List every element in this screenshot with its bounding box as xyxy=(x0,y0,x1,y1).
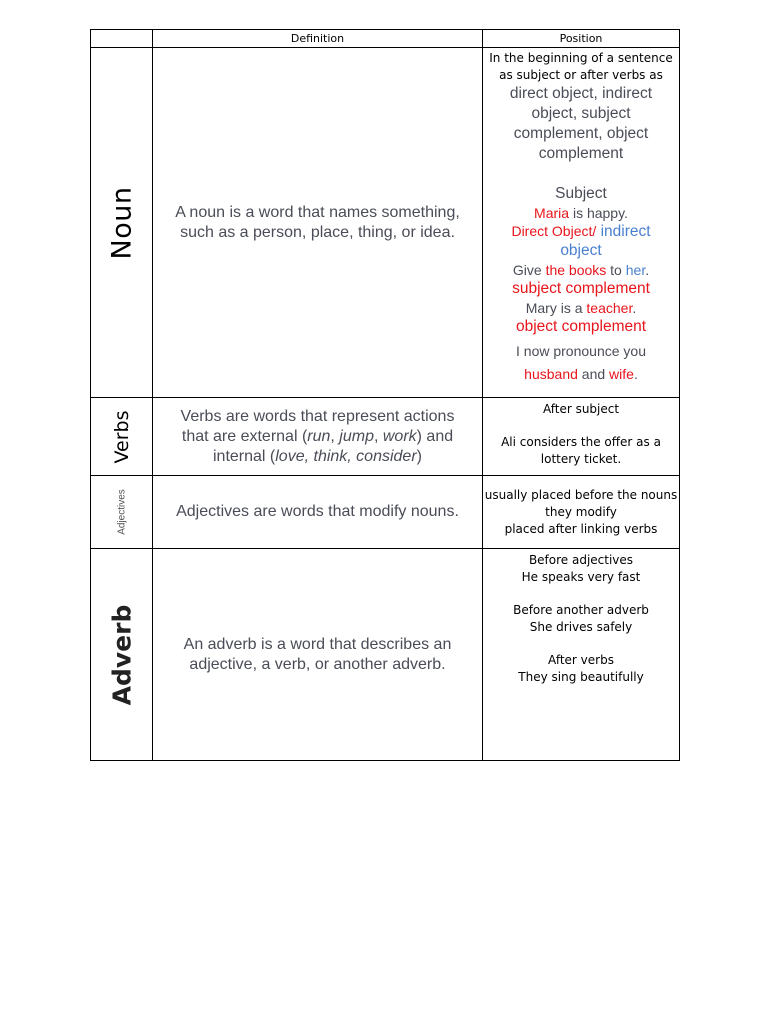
adverbs-position-5: After verbs xyxy=(548,653,614,667)
verbs-position-cell xyxy=(483,398,680,476)
parts-of-speech-table xyxy=(90,29,680,761)
direct-object-heading: Direct Object/ indirect xyxy=(511,223,651,240)
adverbs-position-4: She drives safely xyxy=(529,620,633,634)
noun-row xyxy=(91,48,680,398)
indirect-object-heading: object xyxy=(560,242,602,259)
adjectives-label-cell xyxy=(91,476,153,549)
adjectives-definition: Adjectives are words that modify nouns. xyxy=(176,503,459,520)
header-position: Position xyxy=(483,30,680,48)
noun-definition: A noun is a word that names something, such as a person, place, thing, or idea. xyxy=(175,203,460,241)
noun-intro-3: direct object, indirect xyxy=(509,85,653,102)
subject-example: Maria is happy. xyxy=(534,205,628,221)
adverbs-position-1: Before adjectives xyxy=(528,553,634,567)
verbs-position-3: lottery ticket. xyxy=(540,452,622,466)
adjectives-position-1: usually placed before the nouns xyxy=(484,487,678,502)
verbs-label-cell xyxy=(91,398,153,476)
adjectives-label: Adjectives xyxy=(116,489,127,535)
object-complement-heading: object complement xyxy=(515,318,647,335)
direct-object-example: Give the books to her. xyxy=(512,262,650,278)
subject-complement-example: Mary is a teacher. xyxy=(525,300,637,316)
adjectives-position-2: they modify xyxy=(545,504,617,519)
verbs-label: Verbs xyxy=(110,410,133,463)
verbs-definition-cell xyxy=(153,398,483,476)
adverbs-row xyxy=(91,549,680,761)
adverbs-definition-cell xyxy=(153,549,483,761)
noun-intro-5: complement, object xyxy=(513,125,649,142)
verbs-definition: Verbs are words that represent actions that are external (run, jump, work) and internal (love, think, consider) xyxy=(180,407,455,465)
adverbs-position-2: He speaks very fast xyxy=(521,570,641,584)
noun-position-cell xyxy=(483,48,680,398)
adverbs-label: Adverb xyxy=(107,604,136,705)
noun-intro-4: object, subject xyxy=(531,105,631,122)
object-complement-example-1: I now pronounce you xyxy=(516,343,646,359)
noun-definition-cell xyxy=(153,48,483,398)
adjectives-definition-cell xyxy=(153,476,483,549)
adjectives-position-3: placed after linking verbs xyxy=(504,521,658,536)
noun-label-cell xyxy=(91,48,153,398)
adjectives-row xyxy=(91,476,680,549)
verbs-position-1: After subject xyxy=(542,402,620,416)
noun-intro-1: In the beginning of a sentence xyxy=(489,51,673,65)
subject-complement-heading: subject complement xyxy=(512,280,650,297)
adverbs-position-6: They sing beautifully xyxy=(518,670,644,684)
noun-intro-6: complement xyxy=(538,145,624,162)
verbs-row xyxy=(91,398,680,476)
subject-heading: Subject xyxy=(555,185,607,202)
adverbs-label-cell xyxy=(91,549,153,761)
header-row xyxy=(91,30,680,48)
header-definition: Definition xyxy=(153,30,483,48)
noun-intro-2: as subject or after verbs as xyxy=(499,68,663,82)
adjectives-position-cell xyxy=(483,476,680,549)
adverbs-position-3: Before another adverb xyxy=(513,603,649,617)
adverbs-position-cell xyxy=(483,549,680,761)
adverbs-definition: An adverb is a word that describes an adjective, a verb, or another adverb. xyxy=(183,635,452,673)
verbs-position-2: Ali considers the offer as a xyxy=(501,435,661,449)
object-complement-example-2: husband and wife. xyxy=(524,366,638,382)
header-empty-cell xyxy=(91,30,153,48)
noun-label: Noun xyxy=(106,186,137,259)
